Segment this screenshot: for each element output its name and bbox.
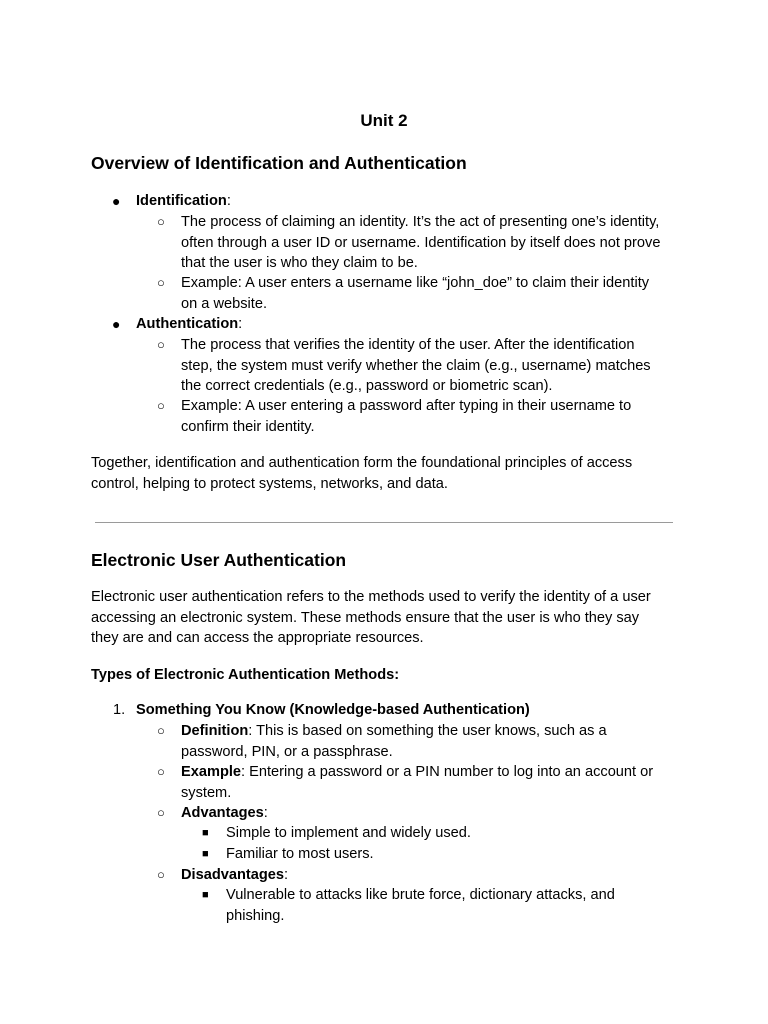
circle-marker: ○	[157, 214, 165, 229]
section-heading-electronic-authentication: Electronic User Authentication	[91, 550, 347, 570]
advantage-item: Familiar to most users.	[226, 846, 374, 862]
square-marker: ■	[202, 848, 209, 860]
list-number: 1.	[113, 702, 126, 718]
square-marker: ■	[202, 889, 209, 901]
circle-marker: ○	[157, 723, 165, 738]
horizontal-divider	[95, 522, 673, 523]
term-identification: Identification	[136, 193, 227, 209]
list-item-definition: Definition: This is based on something the user knows, such as a password, PIN, or a passphrase.	[181, 723, 607, 760]
list-item-advantages: Advantages:	[181, 805, 268, 821]
types-heading: Types of Electronic Authentication Methods:	[91, 667, 400, 683]
list-item-authentication-example: Example: A user entering a password after typing in their username to confirm their identity.	[181, 398, 632, 435]
term-definition: Definition	[181, 723, 249, 739]
bullet-marker: ●	[112, 193, 121, 209]
circle-marker: ○	[157, 805, 165, 820]
disadvantage-item: Vulnerable to attacks like brute force, dictionary attacks, and phishing.	[226, 887, 615, 924]
section-heading-identification-authentication: Overview of Identification and Authentication	[91, 153, 467, 173]
circle-marker: ○	[157, 867, 165, 882]
circle-marker: ○	[157, 337, 165, 352]
list-item-identification-example: Example: A user enters a username like “john_doe” to claim their identity on a website.	[181, 275, 650, 312]
circle-marker: ○	[157, 398, 165, 413]
circle-marker: ○	[157, 764, 165, 779]
list-item-authentication: Authentication:	[136, 316, 243, 332]
term-advantages: Advantages	[181, 805, 264, 821]
advantage-item: Simple to implement and widely used.	[226, 825, 471, 841]
list-item-disadvantages: Disadvantages:	[181, 867, 289, 883]
intro-paragraph: Electronic user authentication refers to the methods used to verify the identity of a user accessing an electronic system. These methods ensure that the user is who they say they are and can access the appropriate resources.	[91, 589, 651, 647]
term-authentication: Authentication	[136, 316, 239, 332]
list-item-identification-definition: The process of claiming an identity. It’s the act of presenting one’s identity, often through a user ID or username. Identification by itself does not prove that the user is who they claim to be.	[181, 214, 661, 272]
list-item-example: Example: Entering a password or a PIN number to log into an account or system.	[181, 764, 654, 801]
term-disadvantages: Disadvantages	[181, 867, 285, 883]
page-title: Unit 2	[360, 111, 408, 130]
list-item-identification: Identification:	[136, 193, 231, 209]
square-marker: ■	[202, 827, 209, 839]
circle-marker: ○	[157, 275, 165, 290]
bullet-marker: ●	[112, 316, 121, 332]
term-example: Example	[181, 764, 242, 780]
method-title-something-you-know: Something You Know (Knowledge-based Authentication)	[136, 702, 530, 718]
list-item-authentication-definition: The process that verifies the identity of the user. After the identification step, the system must verify whether the claim (e.g., username) matches the correct credentials (e.g., password or biometric scan).	[181, 337, 651, 395]
summary-paragraph: Together, identification and authentication form the foundational principles of access control, helping to protect systems, networks, and data.	[91, 455, 633, 492]
